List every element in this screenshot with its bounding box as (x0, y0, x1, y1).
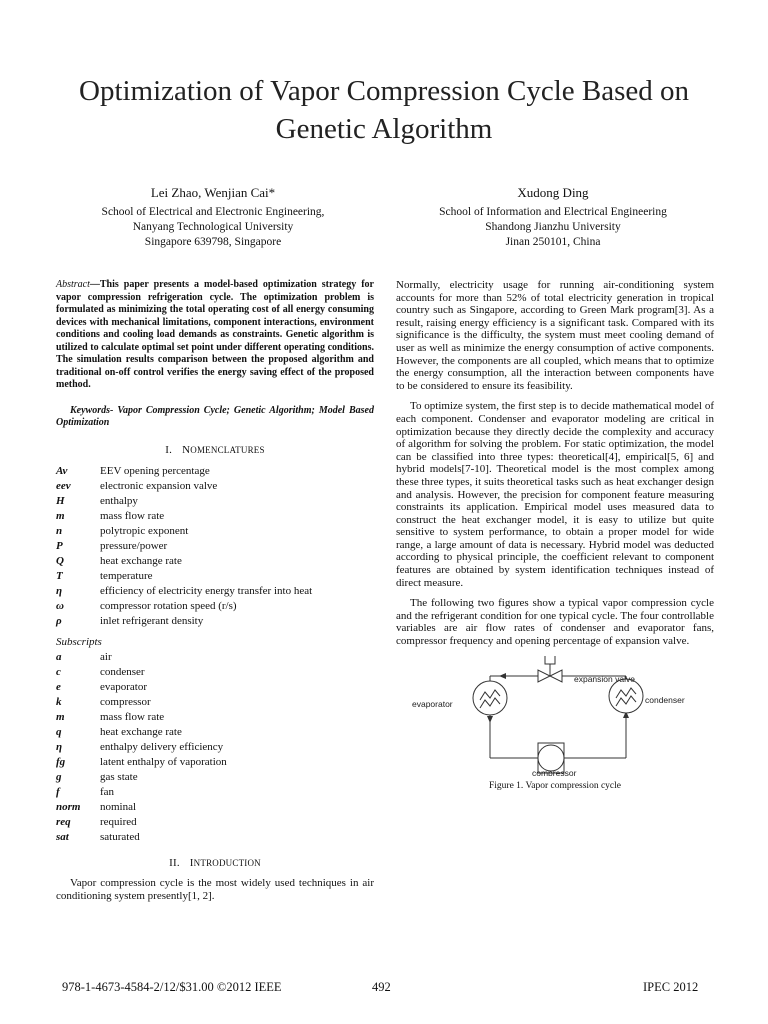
section-heading-introduction (56, 857, 374, 870)
section-number: I. (165, 443, 173, 456)
page-number: 492 (372, 980, 391, 994)
subscript-row (56, 770, 374, 785)
subscript-row (56, 665, 374, 680)
symbol: a (56, 650, 62, 663)
keywords-text: Vapor Compression Cycle; Genetic Algorithm; Model Based Optimization (56, 404, 374, 428)
subscript-row (56, 800, 374, 815)
symbol: sat (56, 830, 69, 843)
nomenclature-row (56, 509, 374, 524)
symbol-description: compressor rotation speed (r/s) (100, 600, 237, 613)
symbol-description: pressure/power (100, 540, 168, 553)
affiliation-line: Jinan 250101, China (505, 236, 601, 248)
nomenclature-list (56, 464, 374, 629)
symbol-description: enthalpy delivery efficiency (100, 740, 224, 753)
nomenclature-row (56, 599, 374, 614)
affiliation-line: Shandong Jianzhu University (485, 221, 621, 233)
symbol-description: mass flow rate (100, 510, 165, 523)
symbol-description: air (100, 650, 112, 663)
symbol-description: enthalpy (100, 495, 138, 508)
right-column (396, 279, 714, 792)
symbol-description: EEV opening percentage (100, 465, 210, 478)
affiliation-line: School of Information and Electrical Engineering (439, 206, 667, 218)
nomenclature-row (56, 614, 374, 629)
figure-vapor-compression-cycle (396, 656, 714, 776)
section-initial: N (182, 443, 191, 456)
subscript-row (56, 650, 374, 665)
author-names: Lei Zhao, Wenjian Cai* (150, 185, 276, 200)
symbol-description: required (100, 815, 137, 828)
symbol-description: saturated (100, 830, 140, 843)
symbol: P (56, 540, 63, 553)
label-condenser: condenser (645, 694, 685, 705)
nomenclature-row (56, 584, 374, 599)
footer-copyright: 978-1-4673-4584-2/12/$31.00 ©2012 IEEE (62, 980, 282, 994)
affiliation-line: School of Electrical and Electronic Engineering, (101, 206, 325, 218)
title-line-1: Optimization of Vapor Compression Cycle Based on (79, 75, 689, 107)
body-paragraph: The following two figures show a typical vapor compression cycle and the refrigerant condition for one typical cycle. The four controllable variables are air flow rates of condenser and evaporator fans, compressor frequency and opening percentage of expansion valve. (396, 597, 714, 648)
symbol: n (56, 525, 63, 538)
label-evaporator: evaporator (412, 698, 453, 709)
intro-paragraph: Vapor compression cycle is the most widely used techniques in air conditioning system presently[1, 2]. (56, 877, 374, 902)
section-heading-nomenclature (56, 444, 374, 457)
symbol-description: evaporator (100, 680, 148, 693)
label-compressor: compressor (532, 767, 577, 776)
expansion-valve-icon (538, 656, 562, 682)
section-initial: I (189, 856, 194, 869)
nomenclature-row (56, 464, 374, 479)
symbol-description: electronic expansion valve (100, 480, 218, 493)
symbol: m (56, 510, 65, 523)
nomenclature-row (56, 539, 374, 554)
symbol: k (56, 695, 62, 708)
symbol: g (56, 770, 62, 783)
paper-title (0, 72, 768, 148)
subscript-row (56, 755, 374, 770)
author-names: Xudong Ding (517, 185, 589, 200)
symbol: fg (56, 755, 66, 768)
affiliation-line: Nanyang Technological University (132, 221, 294, 233)
symbol-description: inlet refrigerant density (100, 615, 204, 628)
symbol: e (56, 680, 61, 693)
symbol-description: polytropic exponent (100, 525, 189, 538)
subscript-row (56, 740, 374, 755)
subscript-row (56, 695, 374, 710)
symbol: ω (56, 600, 64, 613)
subscript-row (56, 815, 374, 830)
symbol-description: compressor (100, 695, 151, 708)
cycle-diagram (396, 656, 714, 776)
nomenclature-row (56, 554, 374, 569)
left-column (56, 279, 374, 910)
symbol: norm (56, 800, 81, 813)
section-rest: OMENCLATURES (190, 444, 265, 455)
subscripts-title: Subscripts (56, 636, 102, 649)
symbol-description: heat exchange rate (100, 555, 182, 568)
nomenclature-row (56, 569, 374, 584)
symbol-description: heat exchange rate (100, 725, 182, 738)
symbol-description: fan (100, 785, 115, 798)
body-paragraph: Normally, electricity usage for running air-conditioning system accounts for more than 52% of total electricity generation in tropical country such as Singapore, according to Green Mark program[3]. As a result, raising energy efficiency is a significant task. Compared with its significance is the difficulty, the system must meet cooling demand of user as well as minimize the energy consumption of active components. However, the components are all coupled, which means that to optimize the energy consumption, all the interaction between components have to be considered to ensure its feasibility. (396, 279, 714, 392)
abstract-text: —This paper presents a model-based optimization strategy for vapor compression refrigeration cycle. The optimization problem is formulated as minimizing the total operating cost of all energy consuming devices with mechanical limitations, component interactions, environment conditions and cooling load demands as constraints. Genetic algorithm is utilized to calculate optimal set point under different operating conditions. The simulation results comparison between the proposed algorithm and traditional on-off control verifies the energy saving effect of the proposed method. (56, 279, 374, 390)
symbol: req (56, 815, 71, 828)
symbol-description: temperature (100, 570, 153, 583)
subscript-row (56, 785, 374, 800)
symbol: T (56, 570, 63, 583)
symbol-description: gas state (100, 770, 138, 783)
symbol: Av (56, 465, 68, 478)
footer-conference: IPEC 2012 (643, 980, 699, 994)
symbol-description: condenser (100, 665, 145, 678)
symbol: ρ (56, 615, 62, 628)
label-expansion-valve: expansion valve (574, 673, 635, 684)
symbol: η (56, 740, 63, 753)
symbol-description: efficiency of electricity energy transfer into heat (100, 585, 313, 598)
nomenclature-row (56, 524, 374, 539)
symbol: q (56, 725, 62, 738)
section-rest: NTRODUCTION (193, 857, 261, 868)
title-line-2: Genetic Algorithm (275, 113, 493, 145)
subscript-row (56, 680, 374, 695)
author-block-right (388, 185, 718, 250)
keywords (56, 405, 374, 430)
evaporator-icon (473, 681, 507, 715)
symbol: eev (56, 480, 71, 493)
symbol: m (56, 710, 65, 723)
symbol-description: latent enthalpy of vaporation (100, 755, 227, 768)
subscripts-list (56, 650, 374, 845)
author-block-left (48, 185, 378, 250)
section-number: II. (169, 856, 180, 869)
symbol: η (56, 585, 63, 598)
abstract (56, 279, 374, 392)
figure-caption: Figure 1. Vapor compression cycle (488, 780, 621, 791)
keywords-lead: Keywords- (70, 404, 114, 416)
symbol: H (56, 495, 65, 508)
affiliation-line: Singapore 639798, Singapore (144, 236, 282, 248)
body-paragraph: To optimize system, the first step is to decide mathematical model of each component. Condenser and evaporator modeling are critical in optimization because they directly decide the complexity and accuracy of algorithm for solving the problem. For static optimization, the model can be classified into three types: theoretical[4], empirical[5, 6] and hybrid models[7-10]. Theoretical model is the most complex among these three types, it suits theoretical tasks such as heat exchanger design and analysis. However, the precision for component feature measuring constraints its application. Empirical model uses measured data to construct the heat exchanger model, it is easy to utilize but quite sensitive to system performance, to obtain a proper model for wide range, a large amount of data is necessary. Hybrid model was deducted according to physical principle, the coefficient relevant to component features are obtained by system identification techniques instead of direct measure. (396, 400, 714, 589)
subscript-row (56, 830, 374, 845)
symbol: Q (56, 555, 64, 568)
subscript-row (56, 710, 374, 725)
nomenclature-row (56, 479, 374, 494)
symbol: c (56, 665, 61, 678)
nomenclature-row (56, 494, 374, 509)
subscript-row (56, 725, 374, 740)
symbol: f (56, 785, 60, 798)
symbol-description: mass flow rate (100, 710, 165, 723)
condenser-icon (609, 679, 643, 713)
symbol-description: nominal (100, 800, 137, 813)
abstract-lead: Abstract (56, 279, 90, 290)
